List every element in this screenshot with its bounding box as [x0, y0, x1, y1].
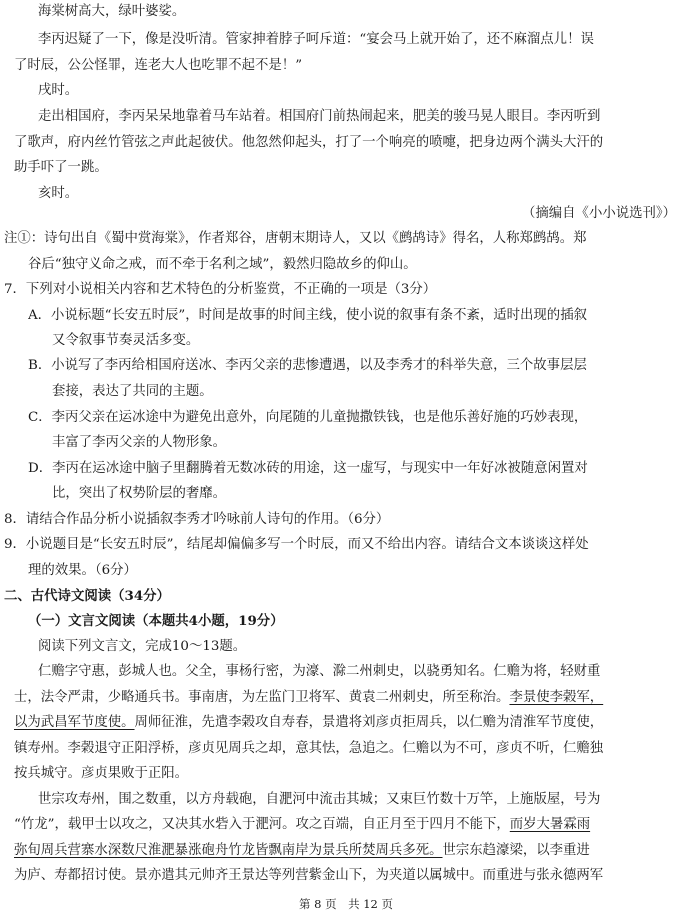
option-c-cont: 丰富了李丙父亲的人物形象。: [52, 435, 227, 450]
story-line: 亥时。: [38, 186, 79, 201]
reading-instruction: 阅读下列文言文，完成10～13题。: [38, 639, 247, 654]
option-c: C．李丙父亲在运冰途中为避免出意外，向尾随的儿童抛撒铁钱，也是他乐善好施的巧妙表现，: [28, 410, 588, 425]
story-line: 助手吓了一跳。: [14, 160, 108, 175]
footnote-line: 谷后“独守义命之戒，而不牵于名利之域”，毅然归隐故乡的仰山。: [28, 257, 417, 272]
underlined-sentence: 以为武昌军节度使。: [14, 715, 135, 730]
classical-line: 士，法令严肃，少略通兵书。事南唐，为左监门卫将军、黄袁二州刺史，所至称治。李景使李榖军，: [14, 690, 604, 705]
option-b-cont: 套接，表达了共同的主题。: [52, 384, 213, 399]
story-line: 李丙迟疑了一下，像是没听清。管家抻着脖子呵斥道：“宴会马上就开始了，还不麻溜点儿！误: [38, 32, 594, 47]
underlined-sentence: 而岁大暑霖雨: [509, 817, 591, 832]
classical-line: 世宗攻寿州，围之数重，以方舟载砲，自淝河中流击其城；又束巨竹数十万竿，上施版屋，号为: [38, 792, 601, 807]
question-8: 8．请结合作品分析小说插叙李秀才吟咏前人诗句的作用。（6分）: [4, 512, 390, 527]
classical-line: 弥旬周兵营寨水深数尺淮淝暴涨砲舟竹龙皆飘南岸为景兵所焚周兵多死。世宗东趋濠梁，以李重进: [14, 843, 590, 858]
classical-line: 镇寿州。李榖退守正阳浮桥，彦贞见周兵之却，意其怯，急追之。仁赡以为不可，彦贞不听，仁赡独: [14, 741, 604, 756]
question-9: 9．小说题目是“长安五时辰”，结尾却偏偏多写一个时辰，而又不给出内容。请结合文本谈谈这样处: [4, 537, 589, 552]
option-a-cont: 又令叙事节奏灵活多变。: [52, 333, 200, 348]
classical-line: “竹龙”，载甲士以攻之，又决其水砦入于淝河。攻之百端，自正月至于四月不能下，而岁大暑霖雨: [14, 817, 591, 832]
underlined-sentence: 弥旬周兵营寨水深数尺淮淝暴涨砲舟竹龙皆飘南岸为景兵所焚周兵多死。: [14, 843, 443, 858]
subsection-title: （一）文言文阅读（本题共4小题，19分）: [28, 613, 284, 629]
section-title: 二、古代诗文阅读（34分）: [4, 588, 170, 604]
story-line: 走出相国府，李丙呆呆地靠着马车站着。相国府门前热闹起来，肥美的骏马晃人眼目。李丙听到: [38, 109, 601, 124]
page-footer: 第 8 页 共 12 页: [298, 897, 394, 911]
option-b: B．小说写了李丙给相国府送冰、李丙父亲的悲惨遭遇，以及李秀才的科举失意，三个故事层层: [28, 358, 587, 373]
question-7-stem: 7．下列对小说相关内容和艺术特色的分析鉴赏，不正确的一项是（3分）: [4, 282, 437, 297]
option-d-cont: 比，突出了权势阶层的奢靡。: [52, 486, 227, 501]
underlined-sentence: 李景使李榖军，: [509, 690, 604, 705]
footnote-line: 注①：诗句出自《蜀中赏海棠》，作者郑谷，唐朝末期诗人，又以《鹧鸪诗》得名，人称郑鹧鸪。郑: [4, 231, 587, 246]
classical-line: 以为武昌军节度使。周师征淮，先遣李榖攻自寿春，景遣将刘彦贞拒周兵，以仁赡为清淮军节度使，: [14, 715, 604, 730]
option-a: A．小说标题“长安五时辰”，时间是故事的时间主线，使小说的叙事有条不紊，适时出现的插叙: [28, 308, 587, 323]
question-9-cont: 理的效果。（6分）: [28, 563, 137, 578]
classical-line: 为庐、寿都招讨使。景亦遣其元帅齐王景达等列营紫金山下，为夹道以属城中。而重进与张永德两军: [14, 868, 604, 883]
story-line: 了时辰，公公怪罪，连老大人也吃罪不起不是！”: [14, 58, 303, 73]
story-line: 戌时。: [38, 83, 79, 98]
story-line: 海棠树高大，绿叶婆娑。: [38, 4, 186, 19]
story-source: （摘编自《小小说选刊》）: [522, 206, 676, 221]
option-d: D．李丙在运冰途中脑子里翻腾着无数冰砖的用途，这一虚写，与现实中一年好冰被随意闲置对: [28, 461, 588, 476]
classical-line: 按兵城守。彦贞果败于正阳。: [14, 766, 189, 781]
classical-line: 仁赡字守惠，彭城人也。父全，事杨行密，为濠、滁二州刺史，以骁勇知名。仁赡为将，轻财重: [38, 664, 601, 679]
story-line: 了歌声，府内丝竹管弦之声此起彼伏。他忽然仰起头，打了一个响亮的喷嚏，把身边两个满头大汗的: [14, 135, 604, 150]
